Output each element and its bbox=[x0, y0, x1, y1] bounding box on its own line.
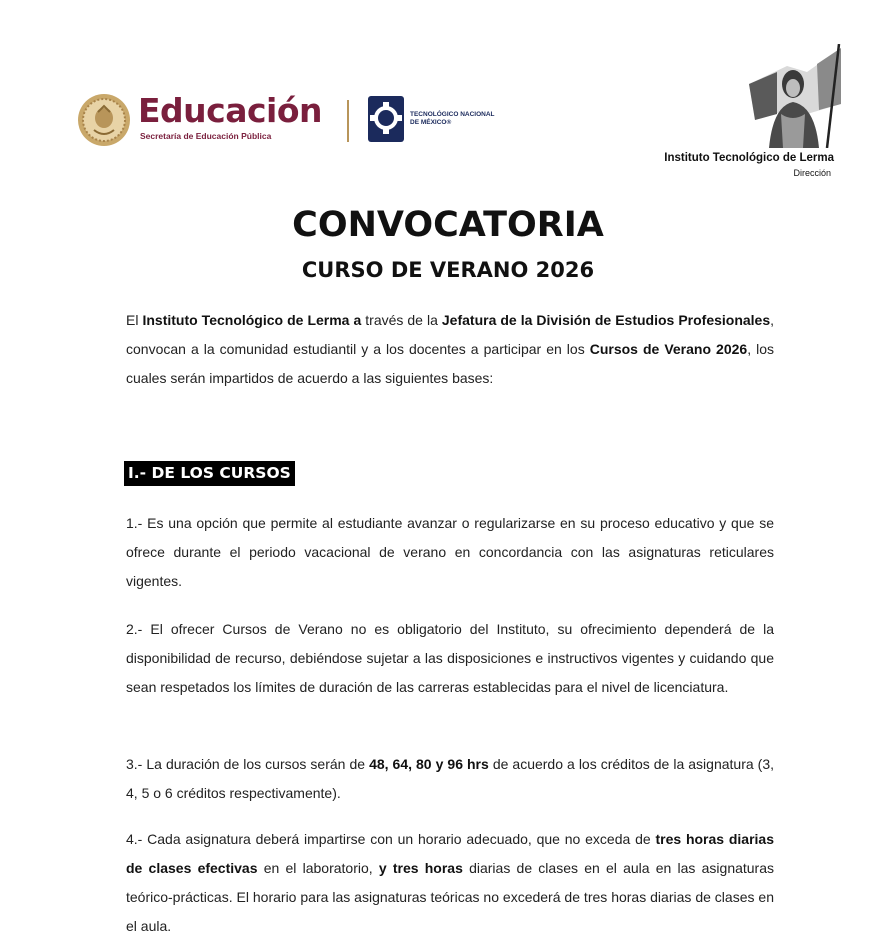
list-item-2: 2.- El ofrecer Cursos de Verano no es obligatorio del Instituto, su ofrecimiento dependerá de la disponibilidad de recurso, debiéndose sujetar a las disposiciones e instructivos vigentes y cuidando que sean respetados los límites de duración de las carreras establecidas para el nivel de licenciatura. bbox=[126, 621, 774, 695]
department-label: Dirección bbox=[793, 168, 831, 178]
intro-paragraph: El Instituto Tecnológico de Lerma a través de la Jefatura de la División de Estudios Profesionales, convocan a la comunidad estudiantil y a los docentes a participar en los Cursos de Verano 2026, los cuales serán impartidos de acuerdo a las siguientes bases: bbox=[126, 312, 775, 386]
section-heading: I.- DE LOS CURSOS bbox=[124, 461, 295, 486]
sep-subtitle: Secretaría de Educación Pública bbox=[140, 131, 272, 141]
logo-divider bbox=[347, 100, 349, 142]
page-subtitle: CURSO DE VERANO 2026 bbox=[301, 258, 595, 282]
tecnm-label: TECNOLÓGICO NACIONAL DE MÉXICO® bbox=[410, 111, 495, 126]
institute-name: Instituto Tecnológico de Lerma bbox=[664, 152, 834, 164]
list-item-4: 4.- Cada asignatura deberá impartirse con un horario adecuado, que no exceda de tres horas diarias de clases efectivas en el laboratorio, y tres horas diarias de clases en el aula en las asignaturas teórico-prácticas. El horario para las asignaturas teóricas no excederá de tres horas diarias de clases en el aula. bbox=[126, 831, 775, 934]
page-title: CONVOCATORIA bbox=[292, 205, 604, 245]
list-item-1: 1.- Es una opción que permite al estudiante avanzar o regularizarse en su proceso educativo y que se ofrece durante el periodo vacacional de verano en concordancia con las asignaturas reticulares vigentes. bbox=[126, 515, 774, 589]
list-item-3: 3.- La duración de los cursos serán de 48, 64, 80 y 96 hrs de acuerdo a los créditos de la asignatura (3, 4, 5 o 6 créditos respectivamente). bbox=[126, 756, 775, 801]
heroine-flag-illustration bbox=[747, 44, 843, 148]
sep-seal-logo bbox=[76, 92, 132, 148]
sep-wordmark: Educación bbox=[138, 91, 323, 130]
tecnm-gear-logo bbox=[366, 94, 406, 144]
